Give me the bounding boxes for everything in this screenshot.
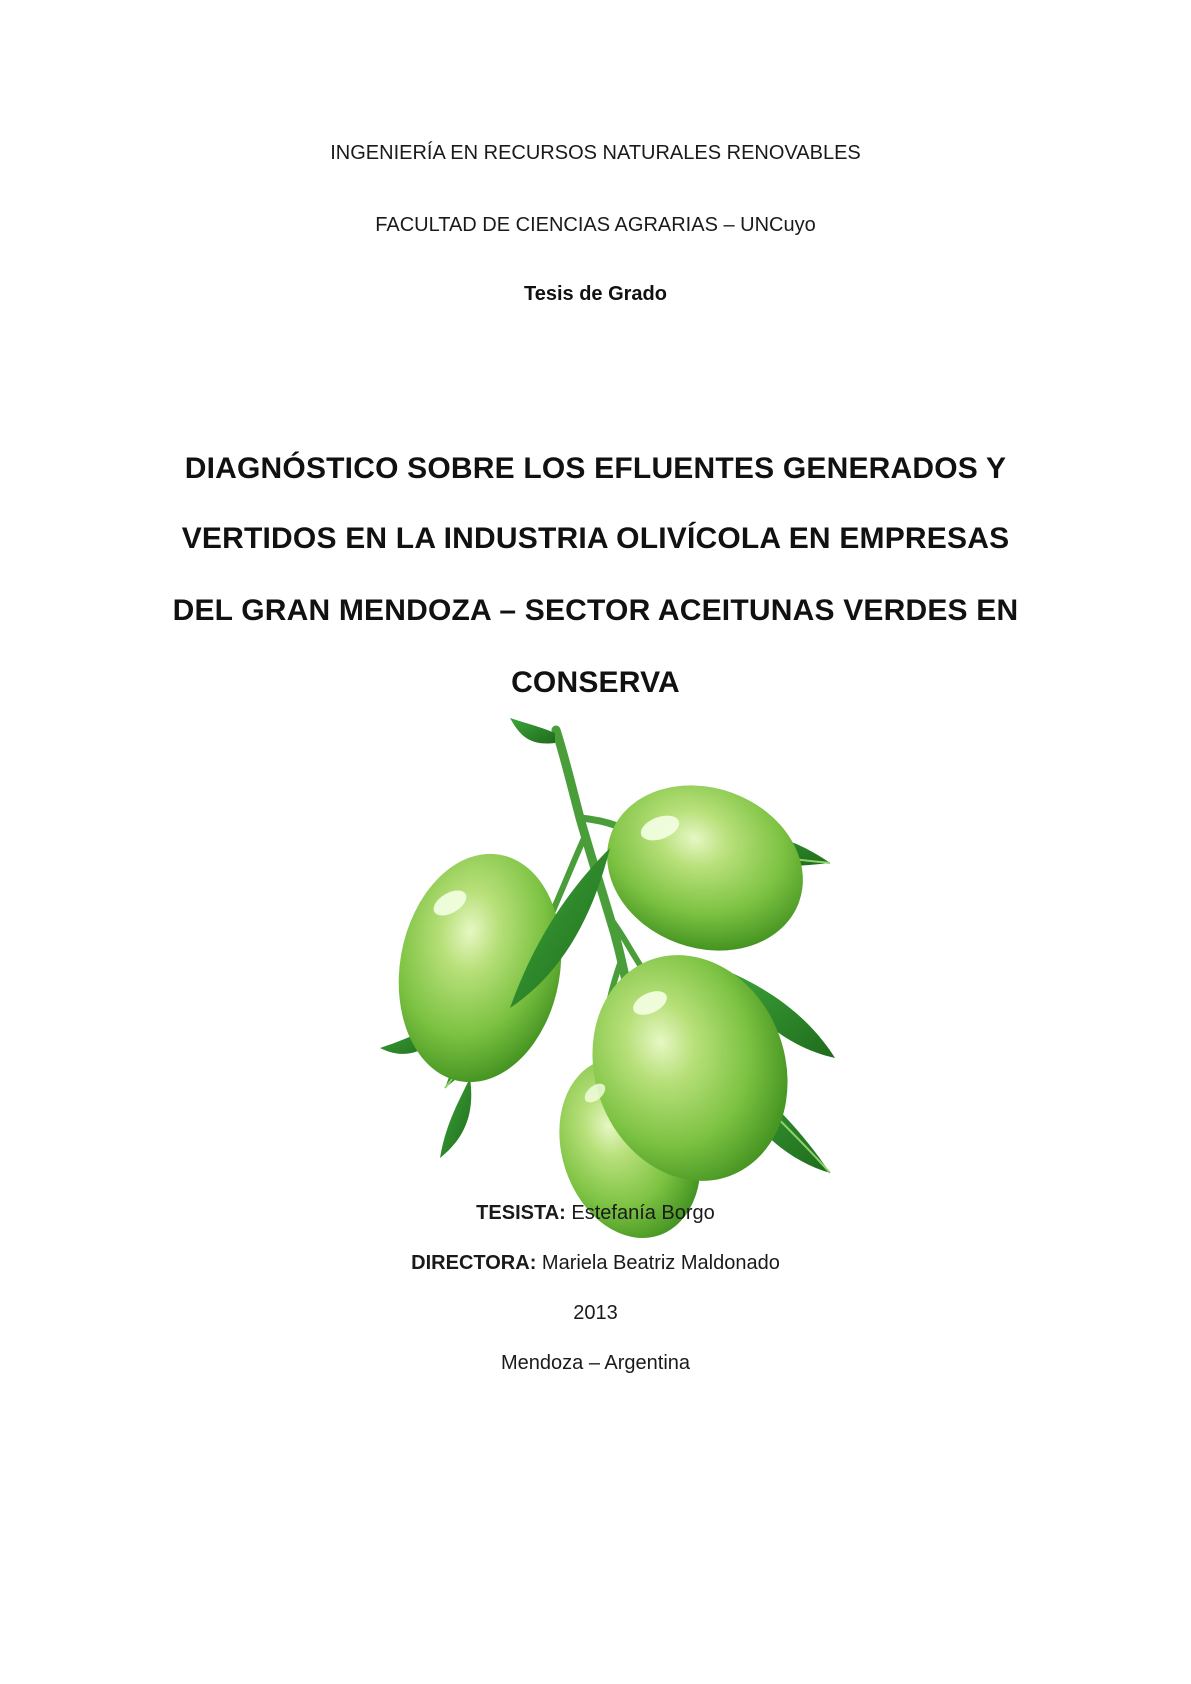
- title-line-2: VERTIDOS EN LA INDUSTRIA OLIVÍCOLA EN EMPRESAS: [181, 522, 1010, 555]
- tesista-line: [0, 1202, 1191, 1225]
- location: Mendoza – Argentina: [500, 1352, 691, 1374]
- olive-fruits: [381, 759, 826, 1257]
- tesista-name: Estefanía Borgo: [571, 1202, 715, 1224]
- title-line-4: CONSERVA: [511, 666, 680, 699]
- title-line-3: DEL GRAN MENDOZA – SECTOR ACEITUNAS VERDES EN: [172, 594, 1019, 627]
- directora-line: [0, 1252, 1191, 1275]
- olive-branch-icon: [360, 718, 900, 1258]
- directora-label: DIRECTORA:: [411, 1252, 537, 1274]
- tesista-label: TESISTA:: [476, 1202, 566, 1224]
- directora-name: Mariela Beatriz Maldonado: [541, 1252, 780, 1274]
- career-name: INGENIERÍA EN RECURSOS NATURALES RENOVABLES: [330, 142, 861, 164]
- year: 2013: [573, 1302, 618, 1324]
- title-line-1: DIAGNÓSTICO SOBRE LOS EFLUENTES GENERADOS Y: [184, 452, 1007, 485]
- document-type: Tesis de Grado: [523, 283, 667, 305]
- faculty-name: FACULTAD DE CIENCIAS AGRARIAS – UNCuyo: [375, 214, 816, 236]
